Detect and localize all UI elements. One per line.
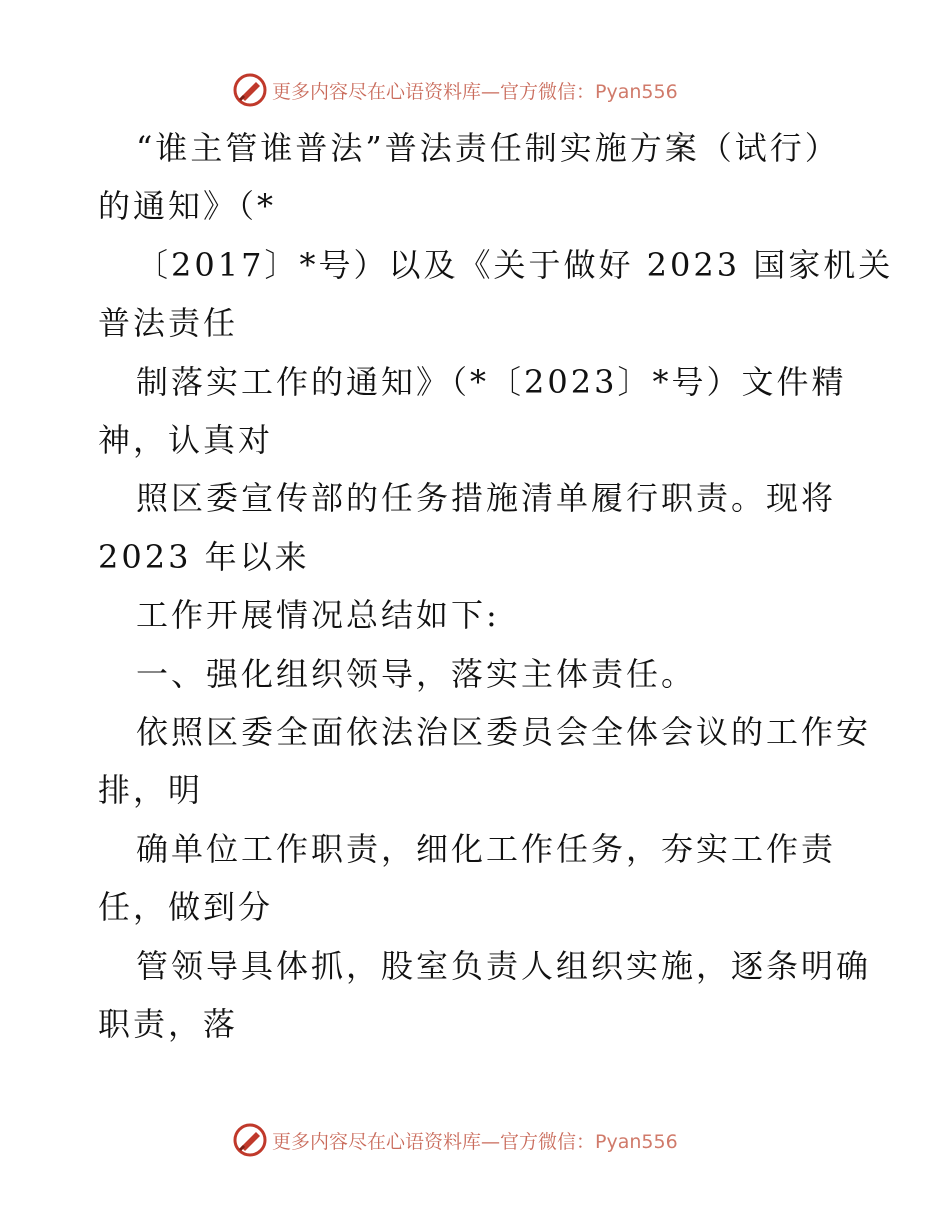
banner-wechat-id: Pyan556 bbox=[595, 1130, 678, 1153]
paragraph-line: 管领导具体抓，股室负责人组织实施，逐条明确 bbox=[136, 947, 872, 985]
paragraph-line: 的通知》（* bbox=[98, 187, 277, 225]
paragraph-line: 任，做到分 bbox=[98, 888, 274, 926]
banner-wechat-label: 官方微信： bbox=[500, 80, 596, 103]
footer-banner bbox=[232, 1122, 712, 1158]
paragraph-line: “谁主管谁普法”普法责任制实施方案（试行） bbox=[136, 129, 840, 167]
paragraph-line: 排，明 bbox=[98, 771, 204, 809]
paragraph-line: 照区委宣传部的任务措施清单履行职责。现将 bbox=[136, 479, 837, 517]
banner-main-text: 更多内容尽在心语资料库 bbox=[272, 1130, 482, 1153]
paragraph-line: 工作开展情况总结如下: bbox=[136, 596, 500, 634]
banner-text bbox=[272, 77, 678, 104]
paragraph-line: 制落实工作的通知》（*〔2023〕*号）文件精 bbox=[136, 363, 847, 401]
section-heading: 一、强化组织领导，落实主体责任。 bbox=[136, 655, 697, 693]
brand-logo-icon bbox=[232, 72, 268, 108]
banner-separator: — bbox=[481, 80, 501, 103]
banner-text bbox=[272, 1127, 678, 1154]
paragraph-line: 〔2017〕*号）以及《关于做好 2023 国家机关 bbox=[136, 246, 894, 284]
paragraph-line: 普法责任 bbox=[98, 304, 239, 342]
banner-main-text: 更多内容尽在心语资料库 bbox=[272, 80, 482, 103]
banner-separator: — bbox=[481, 1130, 501, 1153]
brand-logo-icon bbox=[232, 1122, 268, 1158]
paragraph-line: 职责，落 bbox=[98, 1005, 239, 1043]
paragraph-line: 依照区委全面依法治区委员会全体会议的工作安 bbox=[136, 713, 872, 751]
paragraph-line: 神，认真对 bbox=[98, 421, 274, 459]
header-banner bbox=[232, 72, 712, 108]
banner-wechat-label: 官方微信： bbox=[500, 1130, 596, 1153]
paragraph-line: 确单位工作职责，细化工作任务，夯实工作责 bbox=[136, 830, 837, 868]
banner-wechat-id: Pyan556 bbox=[595, 80, 678, 103]
paragraph-line: 2023 年以来 bbox=[98, 538, 310, 576]
